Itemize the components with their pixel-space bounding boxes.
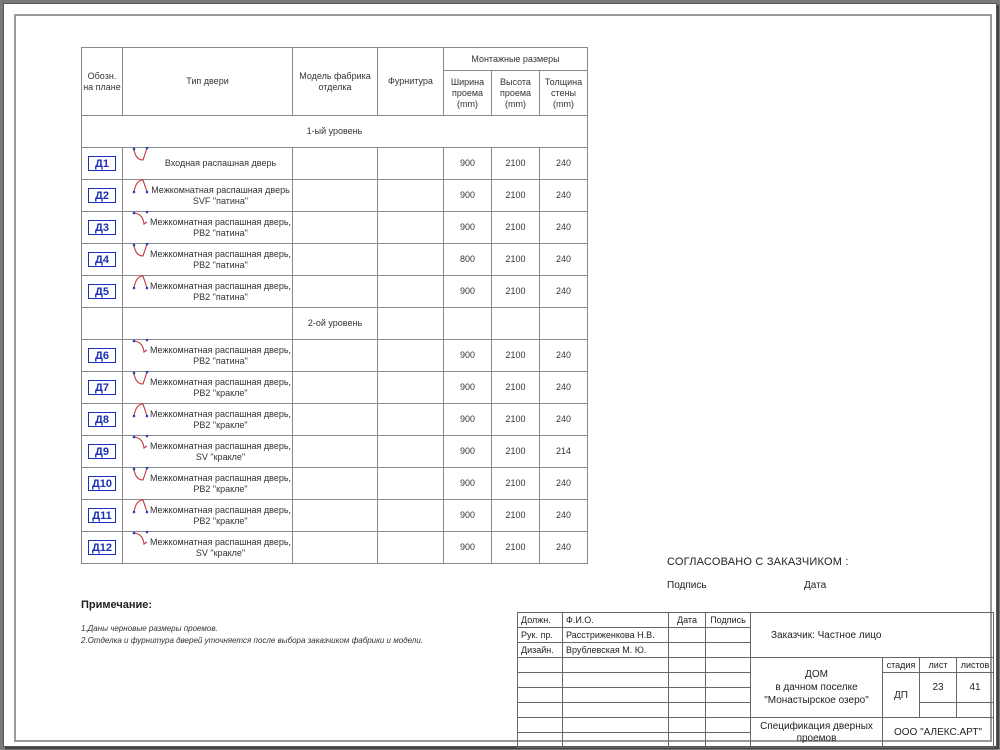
door-height: 2100: [492, 404, 540, 436]
door-height: 2100: [492, 340, 540, 372]
door-model: [293, 468, 378, 500]
door-width: 900: [444, 148, 492, 180]
door-mark-cell: [82, 532, 123, 564]
door-type: Межкомнатная распашная дверь, PB2 "патина": [149, 280, 292, 302]
door-height: 2100: [492, 148, 540, 180]
stamp-project: ДОМ в дачном поселке "Монастырское озеро": [751, 658, 883, 718]
door-wall: 240: [540, 532, 588, 564]
stamp-row2-position: Дизайн.: [518, 643, 563, 658]
door-model: [293, 372, 378, 404]
door-width: 900: [444, 436, 492, 468]
door-mark: Д7: [88, 380, 116, 395]
door-mark-cell: [82, 468, 123, 500]
door-wall: 240: [540, 468, 588, 500]
door-type: Межкомнатная распашная дверь, PB2 "патина": [149, 216, 292, 238]
door-type: Межкомнатная распашная дверь, PB2 "патина": [149, 344, 292, 366]
door-width: 900: [444, 500, 492, 532]
stamp-col-position: Должн.: [518, 613, 563, 628]
header-model: Модель фабрика отделка: [293, 48, 378, 116]
door-wall: 240: [540, 404, 588, 436]
door-width: 900: [444, 340, 492, 372]
door-mark-cell: [82, 340, 123, 372]
door-type: Межкомнатная распашная дверь, PB2 "кракле": [149, 376, 292, 398]
door-width: 900: [444, 180, 492, 212]
header-mark: Обозн. на плане: [82, 48, 123, 116]
door-row: [82, 244, 588, 276]
door-row: [82, 532, 588, 564]
door-wall: 214: [540, 436, 588, 468]
door-type: Межкомнатная распашная дверь, SV "кракле": [149, 440, 292, 462]
door-height: 2100: [492, 212, 540, 244]
door-row: [82, 148, 588, 180]
stamp-col-sign: Подпись: [706, 613, 751, 628]
door-mark: Д9: [88, 444, 116, 459]
door-width: 900: [444, 372, 492, 404]
door-spec-table: [81, 47, 588, 564]
door-mark: Д12: [88, 540, 116, 555]
door-type-cell: [123, 244, 293, 276]
door-type: Межкомнатная распашная дверь, SV "кракле": [149, 536, 292, 558]
stamp-sheets-label: листов: [957, 658, 994, 673]
door-wall: 240: [540, 180, 588, 212]
door-mark: Д4: [88, 252, 116, 267]
door-mark: Д10: [88, 476, 116, 491]
door-height: 2100: [492, 276, 540, 308]
door-model: [293, 276, 378, 308]
door-height: 2100: [492, 468, 540, 500]
door-hardware: [378, 148, 444, 180]
door-width: 900: [444, 276, 492, 308]
door-wall: 240: [540, 244, 588, 276]
door-mark: Д3: [88, 220, 116, 235]
stamp-sheet-label: лист: [920, 658, 957, 673]
door-mark-cell: [82, 180, 123, 212]
door-mark: Д8: [88, 412, 116, 427]
door-width: 900: [444, 468, 492, 500]
door-type: Межкомнатная распашная дверь, PB2 "кракле": [149, 472, 292, 494]
stamp-doc-title: Спецификация дверных проемов: [751, 718, 883, 748]
door-hardware: [378, 180, 444, 212]
stamp-row1-position: Рук. пр.: [518, 628, 563, 643]
door-type-cell: [123, 404, 293, 436]
door-row: [82, 276, 588, 308]
door-mark-cell: [82, 212, 123, 244]
header-mounting: Монтажные размеры: [444, 48, 588, 71]
door-row: [82, 180, 588, 212]
title-block: [517, 612, 994, 748]
door-type-cell: [123, 500, 293, 532]
header-hardware: Фурнитура: [378, 48, 444, 116]
door-row: [82, 468, 588, 500]
door-type: Межкомнатная распашная дверь SVF "патина": [151, 184, 290, 206]
door-mark: Д2: [88, 188, 116, 203]
approval-date-label: Дата: [804, 580, 827, 591]
door-width: 900: [444, 212, 492, 244]
door-hardware: [378, 212, 444, 244]
stamp-client: Заказчик: Частное лицо: [751, 613, 994, 658]
door-type-cell: [123, 372, 293, 404]
door-row: [82, 436, 588, 468]
door-wall: 240: [540, 372, 588, 404]
door-wall: 240: [540, 212, 588, 244]
stamp-col-date: Дата: [669, 613, 706, 628]
door-mark: Д1: [88, 156, 116, 171]
door-model: [293, 532, 378, 564]
stamp-stage-label: стадия: [883, 658, 920, 673]
door-hardware: [378, 436, 444, 468]
door-width: 800: [444, 244, 492, 276]
notes-title: Примечание:: [81, 599, 153, 611]
door-wall: 240: [540, 148, 588, 180]
door-mark-cell: [82, 372, 123, 404]
door-mark-cell: [82, 436, 123, 468]
door-type: Межкомнатная распашная дверь, PB2 "патина": [149, 248, 292, 270]
door-model: [293, 244, 378, 276]
door-model: [293, 180, 378, 212]
door-height: 2100: [492, 500, 540, 532]
door-width: 900: [444, 532, 492, 564]
door-height: 2100: [492, 180, 540, 212]
door-type-cell: [123, 148, 293, 180]
door-mark: Д11: [88, 508, 116, 523]
door-mark-cell: [82, 404, 123, 436]
door-hardware: [378, 404, 444, 436]
door-row: [82, 500, 588, 532]
door-hardware: [378, 372, 444, 404]
door-type-cell: [123, 276, 293, 308]
door-type-cell: [123, 340, 293, 372]
door-type-cell: [123, 468, 293, 500]
door-mark: Д5: [88, 284, 116, 299]
door-model: [293, 500, 378, 532]
note-item: 1.Даны черновые размеры проемов.: [81, 624, 218, 633]
door-hardware: [378, 500, 444, 532]
door-wall: 240: [540, 276, 588, 308]
door-type-cell: [123, 212, 293, 244]
door-width: 900: [444, 404, 492, 436]
header-height: Высота проема (mm): [492, 71, 540, 116]
door-row: [82, 372, 588, 404]
stamp-company: ООО "АЛЕКС.АРТ": [883, 718, 994, 748]
door-height: 2100: [492, 372, 540, 404]
note-item: 2.Отделка и фурнитура дверей уточняется после выбора заказчиком фабрики и модели.: [81, 636, 423, 645]
door-type-cell: [123, 532, 293, 564]
door-model: [293, 436, 378, 468]
stamp-sheets: 41: [957, 673, 994, 703]
door-type-cell: [123, 180, 293, 212]
door-hardware: [378, 276, 444, 308]
door-wall: 240: [540, 340, 588, 372]
door-mark: Д6: [88, 348, 116, 363]
level-title: 2-ой уровень: [293, 308, 378, 340]
stamp-stage: ДП: [883, 673, 920, 718]
header-wall: Толщина стены (mm): [540, 71, 588, 116]
door-height: 2100: [492, 532, 540, 564]
door-mark-cell: [82, 244, 123, 276]
door-hardware: [378, 468, 444, 500]
door-model: [293, 340, 378, 372]
approval-signature-label: Подпись: [667, 580, 707, 591]
door-model: [293, 212, 378, 244]
stamp-sheet: 23: [920, 673, 957, 703]
door-mark-cell: [82, 276, 123, 308]
door-row: [82, 404, 588, 436]
door-type: Входная распашная дверь: [164, 158, 277, 168]
door-height: 2100: [492, 436, 540, 468]
door-hardware: [378, 244, 444, 276]
door-type: Межкомнатная распашная дверь, PB2 "кракле": [149, 504, 292, 526]
door-row: [82, 212, 588, 244]
door-type-cell: [123, 436, 293, 468]
header-type: Тип двери: [123, 48, 293, 116]
door-hardware: [378, 532, 444, 564]
door-wall: 240: [540, 500, 588, 532]
header-width: Ширина проема (mm): [444, 71, 492, 116]
approval-title: СОГЛАСОВАНО С ЗАКАЗЧИКОМ :: [667, 556, 849, 568]
stamp-row2-name: Врублевская М. Ю.: [563, 643, 669, 658]
door-row: [82, 340, 588, 372]
level-title: 1-ый уровень: [82, 116, 588, 148]
stamp-row1-name: Расстриженкова Н.В.: [563, 628, 669, 643]
door-mark-cell: [82, 500, 123, 532]
stamp-col-name: Ф.И.О.: [563, 613, 669, 628]
door-mark-cell: [82, 148, 123, 180]
door-model: [293, 148, 378, 180]
door-hardware: [378, 340, 444, 372]
door-model: [293, 404, 378, 436]
door-type: Межкомнатная распашная дверь, PB2 "кракле": [149, 408, 292, 430]
door-height: 2100: [492, 244, 540, 276]
